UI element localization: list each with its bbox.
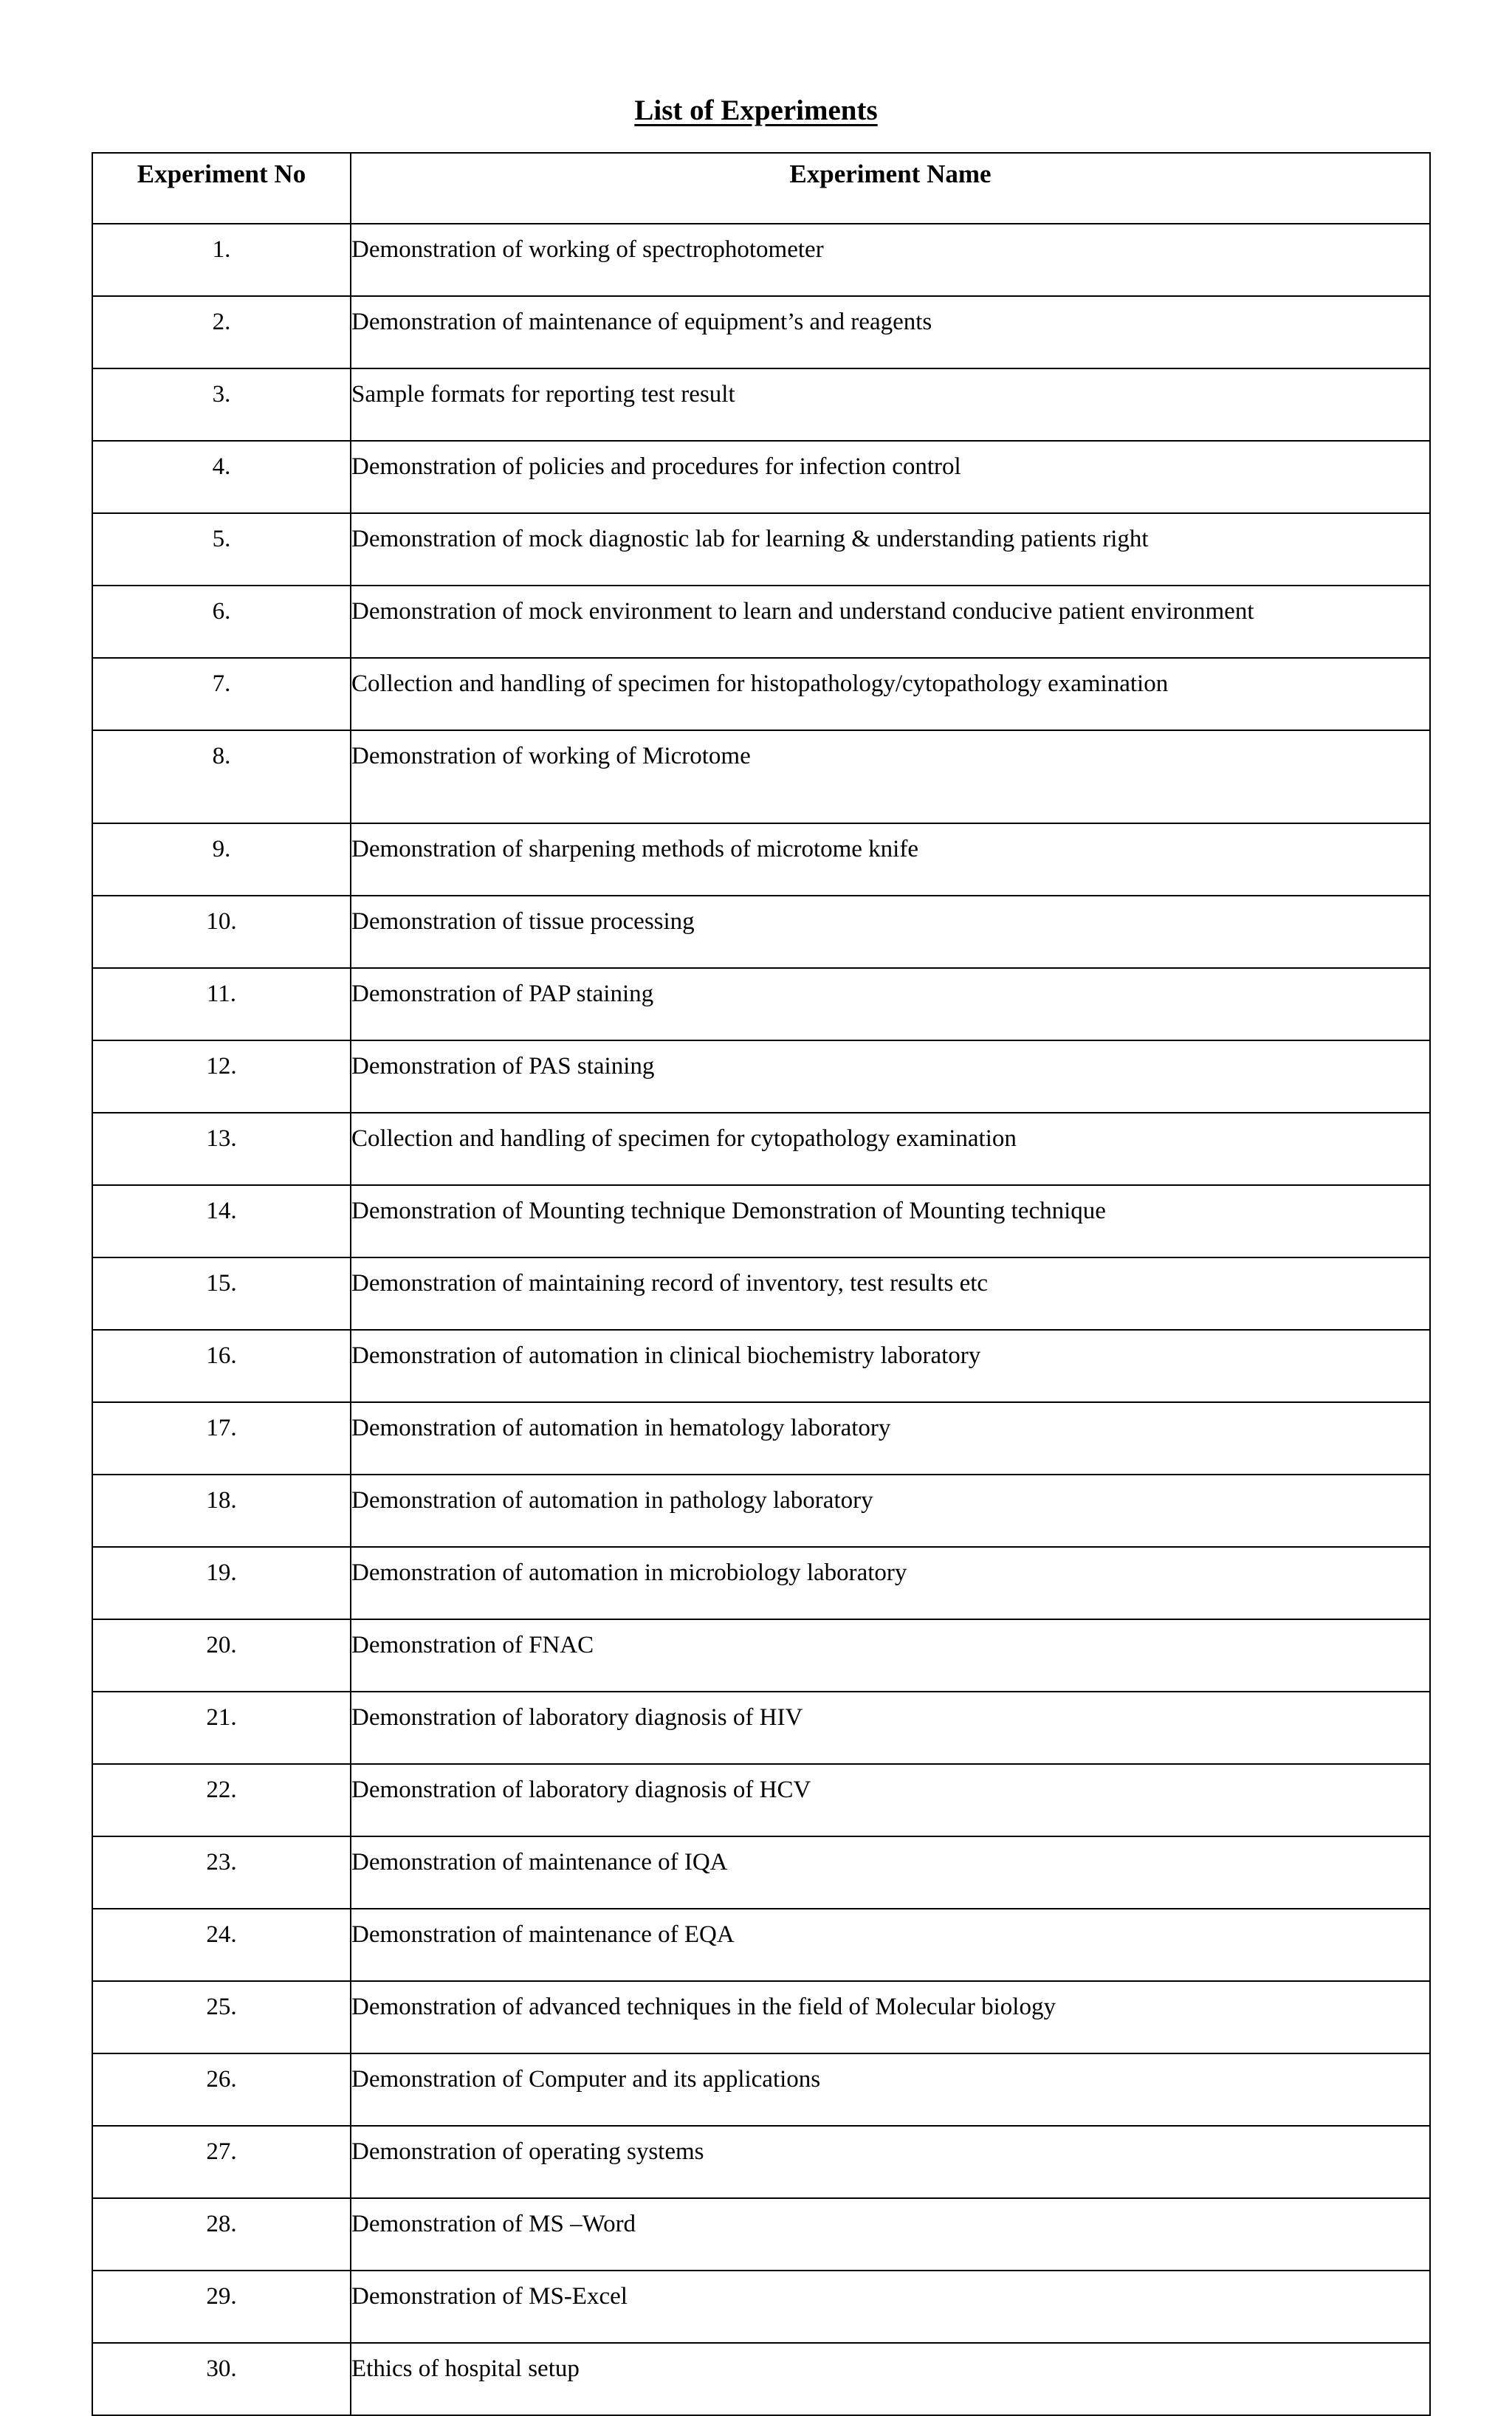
experiment-name: Demonstration of policies and procedures for infection control bbox=[351, 441, 1430, 513]
experiment-name: Demonstration of automation in clinical biochemistry laboratory bbox=[351, 1330, 1430, 1402]
experiment-number: 25. bbox=[92, 1981, 351, 2053]
table-row bbox=[92, 1764, 1430, 1836]
experiment-number: 16. bbox=[92, 1330, 351, 1402]
table-row bbox=[92, 1619, 1430, 1692]
experiment-number: 3. bbox=[92, 368, 351, 441]
table-row bbox=[92, 2271, 1430, 2343]
experiment-number: 7. bbox=[92, 658, 351, 730]
experiment-number: 20. bbox=[92, 1619, 351, 1692]
table-row bbox=[92, 896, 1430, 968]
experiment-number: 11. bbox=[92, 968, 351, 1040]
experiment-number: 12. bbox=[92, 1040, 351, 1113]
experiment-number: 22. bbox=[92, 1764, 351, 1836]
experiment-number: 26. bbox=[92, 2053, 351, 2126]
experiment-number: 13. bbox=[92, 1113, 351, 1185]
experiment-number: 4. bbox=[92, 441, 351, 513]
experiment-name: Demonstration of PAP staining bbox=[351, 968, 1430, 1040]
experiments-table bbox=[92, 152, 1431, 2416]
table-row bbox=[92, 1909, 1430, 1981]
table-row bbox=[92, 1040, 1430, 1113]
table-row bbox=[92, 1547, 1430, 1619]
experiment-number: 6. bbox=[92, 586, 351, 658]
table-row bbox=[92, 586, 1430, 658]
experiment-name: Demonstration of Computer and its applications bbox=[351, 2053, 1430, 2126]
table-row bbox=[92, 658, 1430, 730]
table-row bbox=[92, 1330, 1430, 1402]
experiment-number: 5. bbox=[92, 513, 351, 586]
experiment-number: 1. bbox=[92, 224, 351, 296]
experiment-name: Demonstration of maintenance of equipment’s and reagents bbox=[351, 296, 1430, 368]
page-title: List of Experiments bbox=[634, 95, 878, 126]
experiment-name: Demonstration of Mounting technique Demonstration of Mounting technique bbox=[351, 1185, 1430, 1257]
experiment-name: Demonstration of working of Microtome bbox=[351, 730, 1430, 823]
experiment-name: Demonstration of laboratory diagnosis of HIV bbox=[351, 1692, 1430, 1764]
experiment-name: Demonstration of working of spectrophotometer bbox=[351, 224, 1430, 296]
table-row bbox=[92, 224, 1430, 296]
experiment-number: 27. bbox=[92, 2126, 351, 2198]
experiment-name: Demonstration of maintaining record of inventory, test results etc bbox=[351, 1257, 1430, 1330]
column-header-experiment-name: Experiment Name bbox=[351, 153, 1430, 224]
experiment-number: 24. bbox=[92, 1909, 351, 1981]
experiment-name: Demonstration of MS-Excel bbox=[351, 2271, 1430, 2343]
experiment-number: 29. bbox=[92, 2271, 351, 2343]
experiment-number: 18. bbox=[92, 1475, 351, 1547]
table-row bbox=[92, 2053, 1430, 2126]
table-row bbox=[92, 2343, 1430, 2415]
experiment-number: 15. bbox=[92, 1257, 351, 1330]
column-header-experiment-no: Experiment No bbox=[92, 153, 351, 224]
experiment-name: Demonstration of automation in hematology laboratory bbox=[351, 1402, 1430, 1475]
experiment-number: 30. bbox=[92, 2343, 351, 2415]
experiment-number: 23. bbox=[92, 1836, 351, 1909]
experiment-rows bbox=[92, 224, 1430, 2415]
table-row bbox=[92, 1981, 1430, 2053]
table-row bbox=[92, 513, 1430, 586]
experiment-name: Demonstration of laboratory diagnosis of HCV bbox=[351, 1764, 1430, 1836]
experiment-name: Collection and handling of specimen for histopathology/cytopathology examination bbox=[351, 658, 1430, 730]
experiment-name: Demonstration of tissue processing bbox=[351, 896, 1430, 968]
experiment-name: Demonstration of MS –Word bbox=[351, 2198, 1430, 2271]
table-row bbox=[92, 1475, 1430, 1547]
experiment-name: Collection and handling of specimen for cytopathology examination bbox=[351, 1113, 1430, 1185]
table-row bbox=[92, 1257, 1430, 1330]
table-row bbox=[92, 296, 1430, 368]
experiment-number: 19. bbox=[92, 1547, 351, 1619]
experiment-number: 14. bbox=[92, 1185, 351, 1257]
table-header-row bbox=[92, 153, 1430, 224]
experiment-number: 21. bbox=[92, 1692, 351, 1764]
table-row bbox=[92, 1113, 1430, 1185]
experiment-name: Demonstration of FNAC bbox=[351, 1619, 1430, 1692]
experiment-number: 10. bbox=[92, 896, 351, 968]
table-row bbox=[92, 2126, 1430, 2198]
table-row bbox=[92, 2198, 1430, 2271]
experiment-name: Demonstration of maintenance of EQA bbox=[351, 1909, 1430, 1981]
table-row bbox=[92, 441, 1430, 513]
experiment-name: Demonstration of sharpening methods of microtome knife bbox=[351, 823, 1430, 896]
experiment-name: Demonstration of PAS staining bbox=[351, 1040, 1430, 1113]
experiment-name: Demonstration of maintenance of IQA bbox=[351, 1836, 1430, 1909]
experiment-name: Demonstration of mock diagnostic lab for learning & understanding patients right bbox=[351, 513, 1430, 586]
table-row bbox=[92, 1692, 1430, 1764]
experiment-name: Demonstration of advanced techniques in the field of Molecular biology bbox=[351, 1981, 1430, 2053]
experiment-name: Ethics of hospital setup bbox=[351, 2343, 1430, 2415]
table-row bbox=[92, 1836, 1430, 1909]
experiment-name: Demonstration of automation in microbiology laboratory bbox=[351, 1547, 1430, 1619]
table-row bbox=[92, 823, 1430, 896]
table-row bbox=[92, 730, 1430, 823]
experiment-number: 28. bbox=[92, 2198, 351, 2271]
experiment-name: Demonstration of mock environment to learn and understand conducive patient environment bbox=[351, 586, 1430, 658]
table-row bbox=[92, 1185, 1430, 1257]
table-row bbox=[92, 1402, 1430, 1475]
experiment-name: Demonstration of automation in pathology laboratory bbox=[351, 1475, 1430, 1547]
experiment-number: 2. bbox=[92, 296, 351, 368]
table-row bbox=[92, 968, 1430, 1040]
experiment-name: Demonstration of operating systems bbox=[351, 2126, 1430, 2198]
experiment-number: 8. bbox=[92, 730, 351, 823]
table-row bbox=[92, 368, 1430, 441]
experiment-number: 9. bbox=[92, 823, 351, 896]
experiment-number: 17. bbox=[92, 1402, 351, 1475]
experiment-name: Sample formats for reporting test result bbox=[351, 368, 1430, 441]
